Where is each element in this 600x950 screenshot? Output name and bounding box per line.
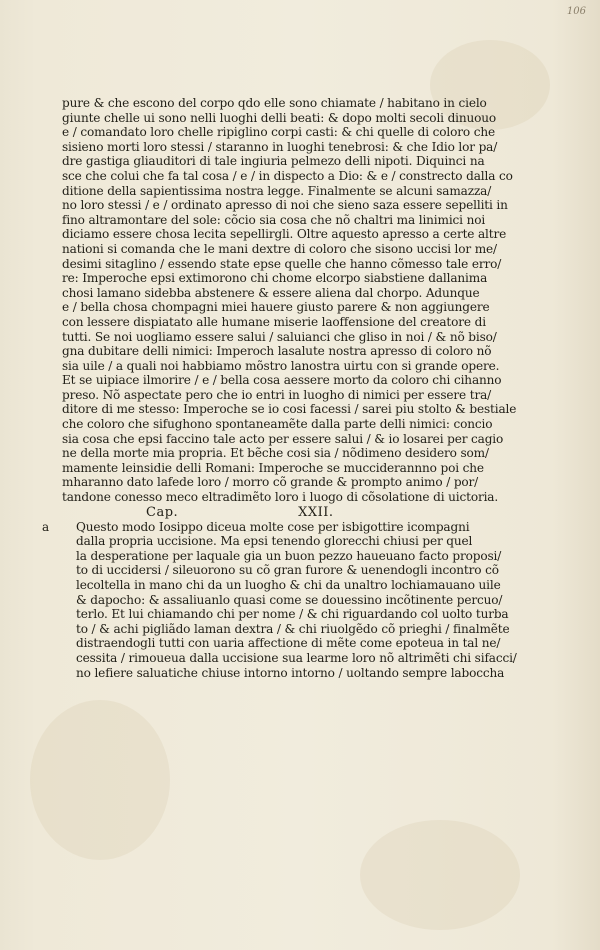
- text-line: Et se uipiace ilmorire / e / bella cosa aessere morto da coloro chi cihanno: [62, 373, 502, 388]
- chapter-text-line: cessita / rimoueua dalla uccisione sua learme loro nõ altrimẽti chi sifacci/: [76, 650, 517, 665]
- text-line: ditore di me stesso: Imperoche se io cosi facessi / sarei piu stolto & bestiale: [62, 402, 517, 417]
- chapter-text-line: & dapocho: & assaliuanlo quasi come se douessino incõtinente percuo/: [76, 592, 503, 607]
- text-line: tandone conesso meco eltradimẽto loro i luogo di cõsolatione di uictoria.: [62, 490, 499, 505]
- text-line: diciamo essere chosa lecita sepellirgli. Oltre aquesto apresso a certe altre: [62, 227, 507, 242]
- main-paragraph: [62, 96, 542, 505]
- chapter-paragraph: [42, 519, 542, 681]
- chapter-heading: [62, 505, 542, 520]
- chapter-text-line: distraendogli tutti con uaria affectione di mẽte come epoteua in tal ne/: [76, 636, 501, 651]
- paper-stain: [30, 700, 170, 860]
- chapter-text-line: [42, 519, 542, 535]
- text-line: fino altramontare del sole: cõcio sia cosa che nõ chaltri ma linimici noi: [62, 212, 486, 227]
- chapter-initial-letter: a: [42, 519, 50, 534]
- text-line: ditione della sapientissima nostra legge. Finalmente se alcuni samazza/: [62, 183, 492, 198]
- text-line: sisieno morti loro stessi / staranno in luoghi tenebrosi: & che Idio lor pa/: [62, 139, 498, 154]
- body-text: [42, 96, 542, 680]
- text-line: tutti. Se noi uogliamo essere salui / saluianci che gliso in noi / & nõ biso/: [62, 329, 497, 344]
- text-line: e / comandato loro chelle ripiglino corpi casti: & chi quelle di coloro che: [62, 125, 496, 140]
- paper-stain: [360, 820, 520, 930]
- chapter-text-line: to di uccidersi / sileuorono su cõ gran furore & uenendogli incontro cõ: [76, 563, 499, 578]
- chapter-text-line: dalla propria uccisione. Ma epsi tenendo glorecchi chiusi per quel: [76, 534, 473, 549]
- text-line: chosi lamano sidebba abstenere & essere aliena dal chorpo. Adunque: [62, 285, 480, 300]
- text-line: dre gastiga gliauditori di tale ingiuria pelmezo delli nipoti. Diquinci na: [62, 154, 485, 169]
- chapter-text-line: terlo. Et lui chiamando chi per nome / & chi riguardando col uolto turba: [76, 607, 509, 622]
- text-line: e / bella chosa chompagni miei hauere giusto parere & non aggiungere: [62, 300, 490, 315]
- text-line: sia cosa che epsi faccino tale acto per essere salui / & io losarei per cagio: [62, 431, 504, 446]
- text-line: sia uile / a quali noi habbiamo mõstro lanostra uirtu con si grande opere.: [62, 358, 500, 373]
- text-line: desimi sitaglino / essendo state epse quelle che hanno cõmesso tale erro/: [62, 256, 502, 271]
- chapter-label: Cap.: [146, 504, 179, 520]
- text-line: pure & che escono del corpo qdo elle sono chiamate / habitano in cielo: [62, 96, 487, 110]
- chapter-text-span: Questo modo Iosippo diceua molte cose per isbigottire icompagni: [76, 519, 470, 534]
- text-line: preso. Nõ aspectate pero che io entri in luogho di nimici per essere tra/: [62, 387, 492, 402]
- folio-number: 106: [566, 6, 586, 17]
- text-line: mamente leinsidie delli Romani: Imperoche se mucciderannno poi che: [62, 460, 484, 475]
- text-line: con lessere dispiatato alle humane miserie laoffensione del creatore di: [62, 314, 486, 329]
- chapter-text-line: to / & achi pigliãdo laman dextra / & chi riuolgẽdo cõ prieghi / finalmẽte: [76, 621, 510, 636]
- text-line: mharanno dato lafede loro / morro cõ grande & prompto animo / por/: [62, 475, 479, 490]
- text-line: che coloro che sifughono spontaneamẽte dalla parte delli nimici: concio: [62, 417, 493, 432]
- text-line: giunte chelle ui sono nelli luoghi delli beati: & dopo molti secoli dinuouo: [62, 110, 497, 125]
- text-line: no loro stessi / e / ordinato apresso di noi che sieno saza essere sepelliti in: [62, 198, 508, 213]
- chapter-number: XXII.: [298, 504, 334, 520]
- chapter-text-line: la desperatione per laquale gia un buon pezzo haueuano facto proposi/: [76, 548, 502, 563]
- text-line: ne della morte mia propria. Et bẽche cosi sia / nõdimeno desidero som/: [62, 446, 489, 461]
- chapter-text-line: no lefiere saluatiche chiuse intorno intorno / uoltando sempre laboccha: [76, 665, 505, 680]
- text-line: nationi si comanda che le mani dextre di coloro che sisono uccisi lor me/: [62, 241, 497, 256]
- text-line: sce che colui che fa tal cosa / e / in dispecto a Dio: & e / constrecto dalla co: [62, 168, 513, 183]
- text-line: re: Imperoche epsi extimorono chi chome elcorpo siabstiene dallanima: [62, 271, 488, 286]
- text-line: gna dubitare delli nimici: Imperoch lasalute nostra apresso di coloro nõ: [62, 344, 492, 359]
- chapter-text-line: lecoltella in mano chi da un luogho & chi da unaltro lochiamauano uile: [76, 578, 501, 592]
